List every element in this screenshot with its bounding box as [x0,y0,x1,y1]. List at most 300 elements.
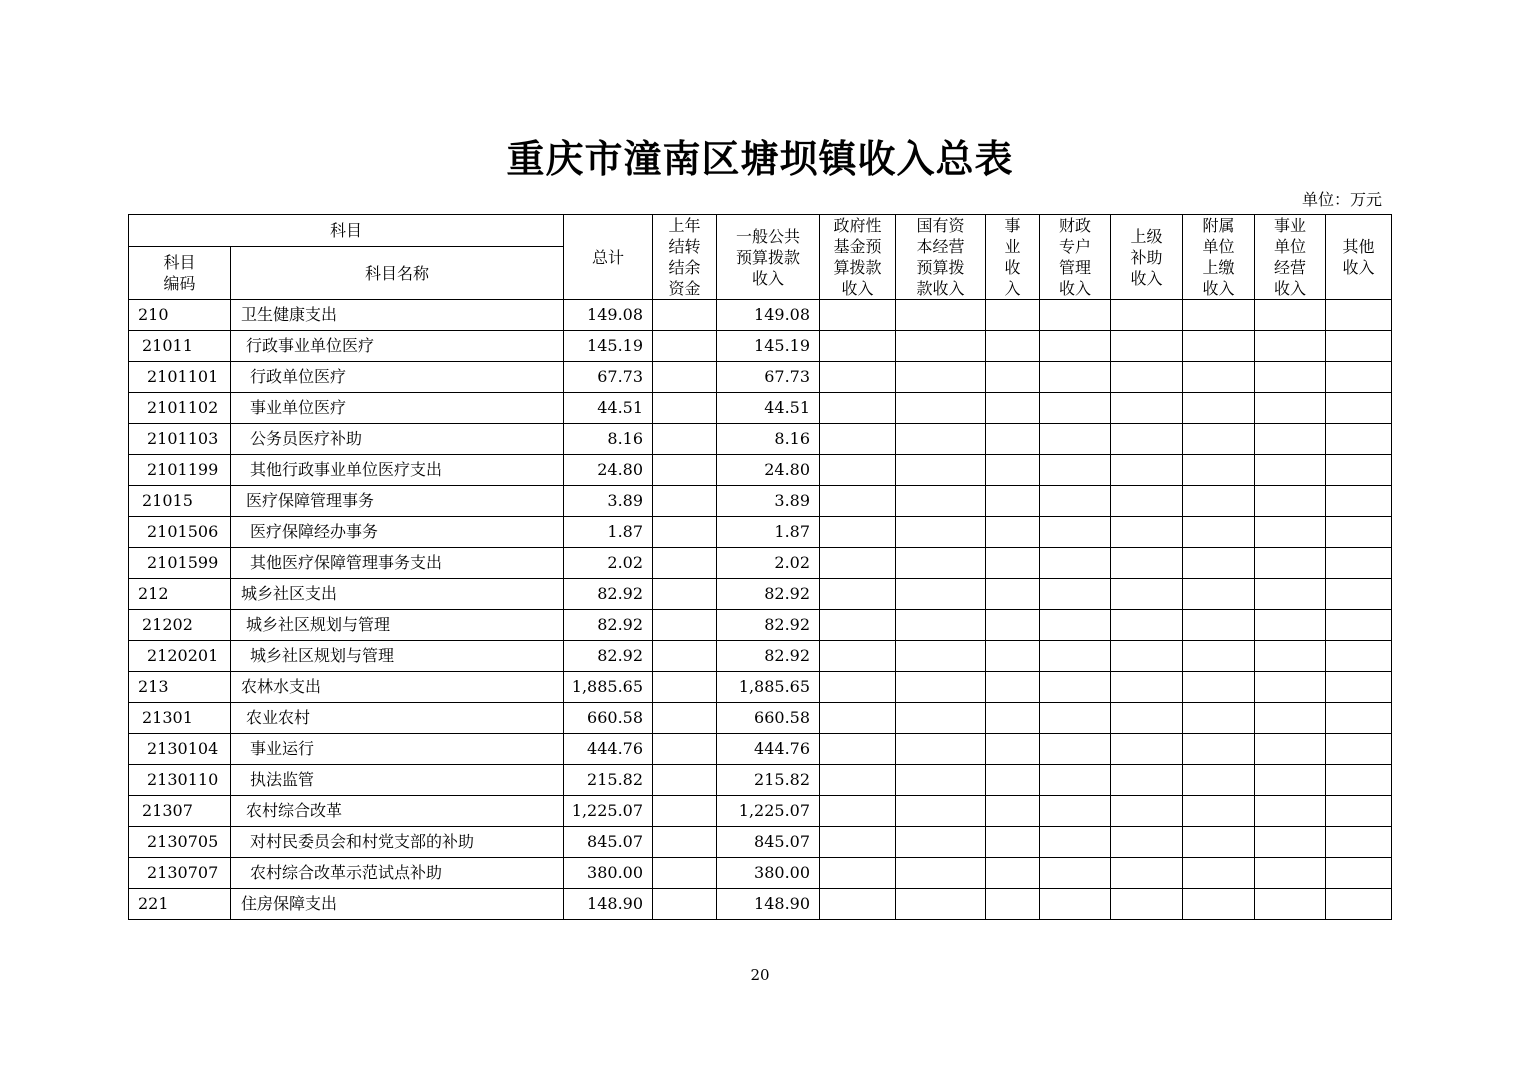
table-row [129,548,1392,579]
row-total: 149.08 [564,300,653,331]
empty-cell [1326,734,1392,765]
empty-cell [1183,424,1255,455]
row-code: 2130110 [129,765,231,796]
empty-cell [1040,362,1111,393]
empty-cell [820,858,896,889]
empty-cell [1111,300,1183,331]
table-row [129,610,1392,641]
empty-cell [1183,827,1255,858]
empty-cell [820,517,896,548]
empty-cell [1326,579,1392,610]
empty-cell [986,517,1040,548]
table-row [129,331,1392,362]
empty-cell [1040,734,1111,765]
row-carryover [653,672,717,703]
row-total: 8.16 [564,424,653,455]
empty-cell [1040,889,1111,920]
empty-cell [1111,796,1183,827]
row-name: 农林水支出 [231,672,564,703]
row-name: 城乡社区支出 [231,579,564,610]
row-code: 21011 [129,331,231,362]
empty-cell [1255,424,1326,455]
header-col-state-capital: 国有资 本经营 预算拨 款收入 [896,215,986,300]
empty-cell [1183,300,1255,331]
empty-cell [896,765,986,796]
empty-cell [896,517,986,548]
row-carryover [653,331,717,362]
empty-cell [1183,362,1255,393]
header-col-total: 总计 [564,215,653,300]
empty-cell [820,641,896,672]
empty-cell [896,579,986,610]
row-total: 660.58 [564,703,653,734]
empty-cell [1326,300,1392,331]
row-code: 210 [129,300,231,331]
table-row [129,486,1392,517]
row-name: 事业单位医疗 [231,393,564,424]
row-code: 2101199 [129,455,231,486]
header-col-gov-fund: 政府性 基金预 算拨款 收入 [820,215,896,300]
empty-cell [1040,765,1111,796]
empty-cell [1255,610,1326,641]
empty-cell [1255,889,1326,920]
table-row [129,300,1392,331]
row-name: 医疗保障经办事务 [231,517,564,548]
empty-cell [1111,331,1183,362]
empty-cell [1326,331,1392,362]
row-carryover [653,455,717,486]
row-total: 1,225.07 [564,796,653,827]
row-code: 2101599 [129,548,231,579]
empty-cell [1183,610,1255,641]
empty-cell [1040,331,1111,362]
row-code: 21301 [129,703,231,734]
empty-cell [1111,703,1183,734]
empty-cell [820,672,896,703]
empty-cell [1326,703,1392,734]
empty-cell [1111,517,1183,548]
empty-cell [820,734,896,765]
empty-cell [1183,455,1255,486]
empty-cell [820,703,896,734]
empty-cell [1255,517,1326,548]
empty-cell [1183,734,1255,765]
empty-cell [820,765,896,796]
row-total: 145.19 [564,331,653,362]
empty-cell [1183,331,1255,362]
row-name: 医疗保障管理事务 [231,486,564,517]
empty-cell [986,641,1040,672]
row-total: 1.87 [564,517,653,548]
empty-cell [1040,641,1111,672]
empty-cell [896,672,986,703]
empty-cell [820,393,896,424]
empty-cell [1040,548,1111,579]
empty-cell [1326,796,1392,827]
row-code: 212 [129,579,231,610]
row-name: 执法监管 [231,765,564,796]
header-col-other-income: 其他 收入 [1326,215,1392,300]
row-general-budget: 215.82 [717,765,820,796]
empty-cell [1326,424,1392,455]
empty-cell [820,300,896,331]
empty-cell [1111,579,1183,610]
row-general-budget: 1.87 [717,517,820,548]
row-carryover [653,362,717,393]
row-name: 事业运行 [231,734,564,765]
row-code: 2130707 [129,858,231,889]
empty-cell [896,548,986,579]
empty-cell [1111,672,1183,703]
empty-cell [1111,362,1183,393]
header-code: 科目 编码 [129,247,231,300]
empty-cell [1183,641,1255,672]
empty-cell [1326,455,1392,486]
row-code: 2130104 [129,734,231,765]
row-general-budget: 1,225.07 [717,796,820,827]
header-col-carryover: 上年 结转 结余 资金 [653,215,717,300]
table-header [129,215,1392,300]
empty-cell [986,796,1040,827]
empty-cell [1040,579,1111,610]
empty-cell [1183,889,1255,920]
row-name: 行政单位医疗 [231,362,564,393]
empty-cell [1040,486,1111,517]
row-code: 2130705 [129,827,231,858]
row-general-budget: 444.76 [717,734,820,765]
empty-cell [820,362,896,393]
row-general-budget: 845.07 [717,827,820,858]
empty-cell [986,362,1040,393]
empty-cell [820,796,896,827]
empty-cell [1326,858,1392,889]
table-row [129,393,1392,424]
empty-cell [1111,393,1183,424]
empty-cell [1255,486,1326,517]
empty-cell [896,889,986,920]
row-carryover [653,858,717,889]
row-code: 2101103 [129,424,231,455]
empty-cell [1255,703,1326,734]
row-general-budget: 82.92 [717,579,820,610]
empty-cell [820,579,896,610]
empty-cell [1111,734,1183,765]
empty-cell [820,827,896,858]
empty-cell [1255,393,1326,424]
row-total: 44.51 [564,393,653,424]
empty-cell [1111,610,1183,641]
empty-cell [1326,517,1392,548]
row-total: 380.00 [564,858,653,889]
row-general-budget: 149.08 [717,300,820,331]
row-name: 卫生健康支出 [231,300,564,331]
empty-cell [1111,827,1183,858]
empty-cell [1255,796,1326,827]
empty-cell [1255,548,1326,579]
row-total: 845.07 [564,827,653,858]
row-general-budget: 380.00 [717,858,820,889]
empty-cell [986,393,1040,424]
empty-cell [896,610,986,641]
empty-cell [986,703,1040,734]
empty-cell [896,300,986,331]
row-total: 67.73 [564,362,653,393]
row-carryover [653,548,717,579]
row-name: 城乡社区规划与管理 [231,641,564,672]
row-carryover [653,610,717,641]
empty-cell [1111,424,1183,455]
row-name: 公务员医疗补助 [231,424,564,455]
empty-cell [986,455,1040,486]
row-name: 其他行政事业单位医疗支出 [231,455,564,486]
income-summary-table [128,214,1392,920]
row-general-budget: 148.90 [717,889,820,920]
table-row [129,641,1392,672]
row-general-budget: 2.02 [717,548,820,579]
row-total: 24.80 [564,455,653,486]
row-code: 2120201 [129,641,231,672]
empty-cell [896,827,986,858]
table-body [129,300,1392,920]
empty-cell [1111,548,1183,579]
empty-cell [1183,858,1255,889]
row-carryover [653,641,717,672]
empty-cell [1040,455,1111,486]
header-col-operating-income: 事业 单位 经营 收入 [1255,215,1326,300]
row-code: 21202 [129,610,231,641]
row-general-budget: 145.19 [717,331,820,362]
row-name: 农村综合改革 [231,796,564,827]
empty-cell [986,889,1040,920]
row-carryover [653,827,717,858]
empty-cell [820,455,896,486]
empty-cell [1326,610,1392,641]
empty-cell [1111,858,1183,889]
empty-cell [1255,641,1326,672]
table-row [129,362,1392,393]
empty-cell [1040,703,1111,734]
empty-cell [1183,548,1255,579]
empty-cell [1111,641,1183,672]
page-number: 20 [750,966,770,984]
header-subject: 科目 [129,215,564,247]
empty-cell [1183,672,1255,703]
empty-cell [820,889,896,920]
empty-cell [1040,517,1111,548]
empty-cell [820,331,896,362]
empty-cell [1255,858,1326,889]
empty-cell [986,548,1040,579]
empty-cell [896,424,986,455]
row-carryover [653,517,717,548]
empty-cell [1183,703,1255,734]
header-col-superior-subsidy: 上级 补助 收入 [1111,215,1183,300]
row-name: 农业农村 [231,703,564,734]
empty-cell [896,641,986,672]
empty-cell [1111,765,1183,796]
table-row [129,889,1392,920]
empty-cell [1255,734,1326,765]
empty-cell [1183,579,1255,610]
empty-cell [820,424,896,455]
table-row [129,455,1392,486]
empty-cell [896,486,986,517]
row-carryover [653,765,717,796]
empty-cell [1040,827,1111,858]
table-row [129,579,1392,610]
row-total: 1,885.65 [564,672,653,703]
row-total: 215.82 [564,765,653,796]
table-row [129,517,1392,548]
empty-cell [986,858,1040,889]
row-code: 2101102 [129,393,231,424]
table-row [129,703,1392,734]
empty-cell [896,393,986,424]
empty-cell [986,734,1040,765]
header-col-fiscal-account: 财政 专户 管理 收入 [1040,215,1111,300]
empty-cell [1183,486,1255,517]
row-general-budget: 67.73 [717,362,820,393]
empty-cell [820,548,896,579]
empty-cell [1255,579,1326,610]
empty-cell [1255,672,1326,703]
empty-cell [1326,765,1392,796]
empty-cell [1040,672,1111,703]
empty-cell [896,703,986,734]
unit-label: 单位：万元 [1301,190,1382,209]
row-carryover [653,486,717,517]
row-code: 213 [129,672,231,703]
empty-cell [1040,858,1111,889]
empty-cell [1326,827,1392,858]
row-carryover [653,393,717,424]
empty-cell [1111,455,1183,486]
row-name: 行政事业单位医疗 [231,331,564,362]
empty-cell [896,455,986,486]
table-row [129,796,1392,827]
empty-cell [896,858,986,889]
row-code: 21307 [129,796,231,827]
empty-cell [820,610,896,641]
row-general-budget: 82.92 [717,641,820,672]
table-row [129,858,1392,889]
row-code: 2101506 [129,517,231,548]
empty-cell [986,300,1040,331]
row-carryover [653,703,717,734]
empty-cell [986,579,1040,610]
row-name: 住房保障支出 [231,889,564,920]
header-col-general-budget: 一般公共 预算拨款 收入 [717,215,820,300]
table-row [129,734,1392,765]
empty-cell [986,765,1040,796]
empty-cell [1326,393,1392,424]
empty-cell [1326,889,1392,920]
page-title: 重庆市潼南区塘坝镇收入总表 [506,136,1014,181]
row-total: 3.89 [564,486,653,517]
row-total: 82.92 [564,610,653,641]
row-carryover [653,300,717,331]
empty-cell [1326,548,1392,579]
row-code: 21015 [129,486,231,517]
empty-cell [1326,486,1392,517]
empty-cell [986,331,1040,362]
row-general-budget: 3.89 [717,486,820,517]
row-code: 221 [129,889,231,920]
empty-cell [896,362,986,393]
empty-cell [896,796,986,827]
row-name: 其他医疗保障管理事务支出 [231,548,564,579]
row-code: 2101101 [129,362,231,393]
empty-cell [986,610,1040,641]
row-carryover [653,579,717,610]
header-col-affiliated-payment: 附属 单位 上缴 收入 [1183,215,1255,300]
row-total: 148.90 [564,889,653,920]
row-general-budget: 82.92 [717,610,820,641]
empty-cell [1255,362,1326,393]
empty-cell [1255,765,1326,796]
header-name: 科目名称 [231,247,564,300]
empty-cell [1326,672,1392,703]
empty-cell [896,331,986,362]
empty-cell [1255,300,1326,331]
header-col-business-income: 事 业 收 入 [986,215,1040,300]
empty-cell [1111,889,1183,920]
table-row [129,827,1392,858]
row-general-budget: 44.51 [717,393,820,424]
row-name: 对村民委员会和村党支部的补助 [231,827,564,858]
empty-cell [1040,796,1111,827]
empty-cell [986,424,1040,455]
empty-cell [1183,765,1255,796]
empty-cell [1183,393,1255,424]
table-row [129,765,1392,796]
row-general-budget: 660.58 [717,703,820,734]
row-name: 农村综合改革示范试点补助 [231,858,564,889]
empty-cell [1111,486,1183,517]
empty-cell [1255,455,1326,486]
row-total: 444.76 [564,734,653,765]
empty-cell [1183,796,1255,827]
row-carryover [653,796,717,827]
empty-cell [896,734,986,765]
empty-cell [1255,827,1326,858]
empty-cell [1040,610,1111,641]
table-row [129,424,1392,455]
row-carryover [653,424,717,455]
empty-cell [1326,641,1392,672]
empty-cell [986,672,1040,703]
row-general-budget: 8.16 [717,424,820,455]
row-total: 82.92 [564,579,653,610]
empty-cell [1183,517,1255,548]
row-general-budget: 1,885.65 [717,672,820,703]
row-total: 82.92 [564,641,653,672]
row-name: 城乡社区规划与管理 [231,610,564,641]
row-carryover [653,734,717,765]
empty-cell [1040,424,1111,455]
empty-cell [1040,393,1111,424]
empty-cell [986,486,1040,517]
empty-cell [1040,300,1111,331]
empty-cell [986,827,1040,858]
empty-cell [820,486,896,517]
row-carryover [653,889,717,920]
empty-cell [1326,362,1392,393]
empty-cell [1255,331,1326,362]
row-general-budget: 24.80 [717,455,820,486]
table-row [129,672,1392,703]
row-total: 2.02 [564,548,653,579]
